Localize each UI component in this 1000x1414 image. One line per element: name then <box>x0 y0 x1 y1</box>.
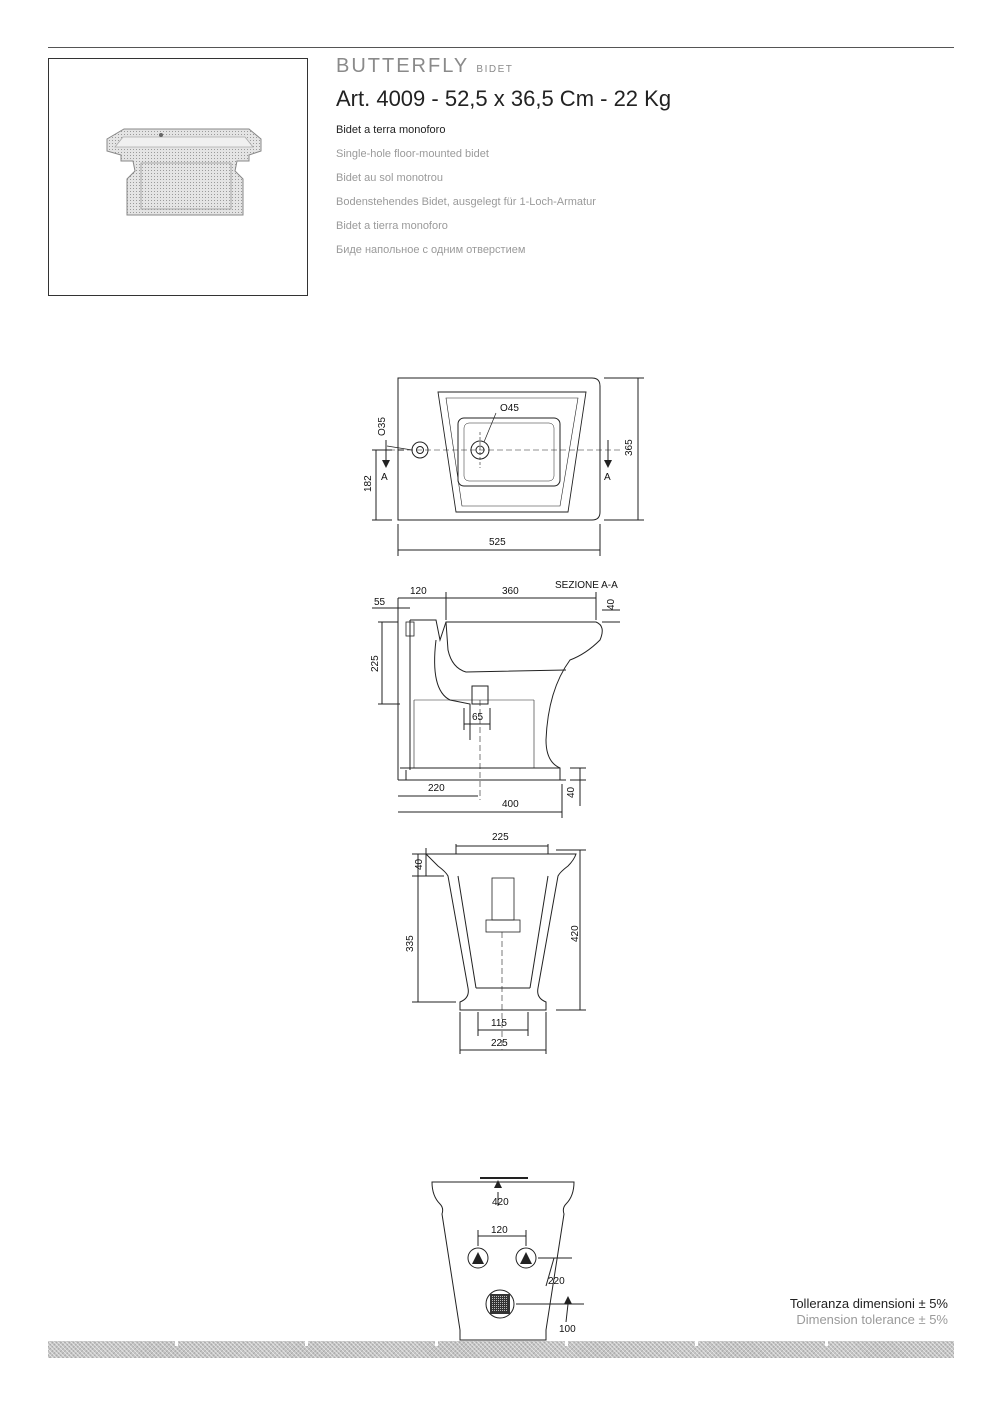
article-line: Art. 4009 - 52,5 x 36,5 Cm - 22 Kg <box>336 86 672 111</box>
label-inlet-height: 220 <box>548 1276 565 1287</box>
label-front-top-width: 225 <box>492 832 509 843</box>
label-outlet-width: 115 <box>491 1018 507 1029</box>
description-russian: Биде напольное с одним отверстием <box>336 244 526 256</box>
label-225-height: 225 <box>370 655 381 672</box>
label-120: 120 <box>410 586 427 597</box>
label-width: 525 <box>489 537 506 548</box>
label-40-top: 40 <box>606 598 617 610</box>
label-section-left: A <box>381 472 388 483</box>
label-400: 400 <box>502 799 519 810</box>
label-40-bottom: 40 <box>566 786 577 798</box>
description-english: Single-hole floor-mounted bidet <box>336 148 489 160</box>
label-inlet-spacing: 120 <box>491 1225 508 1236</box>
band-divider <box>435 1341 438 1346</box>
product-name: BUTTERFLY BIDET <box>336 55 514 77</box>
label-360: 360 <box>502 586 519 597</box>
drain-grid-icon <box>490 1294 510 1314</box>
band-divider <box>825 1341 828 1346</box>
bottom-decorative-band <box>48 1341 954 1358</box>
label-front-body-height: 335 <box>405 935 416 952</box>
label-base-width: 225 <box>491 1038 508 1049</box>
label-install-height: 420 <box>492 1197 509 1208</box>
label-front-total-height: 420 <box>570 925 581 942</box>
band-divider <box>305 1341 308 1346</box>
tolerance-note <box>790 1296 948 1328</box>
description-german: Bodenstehendes Bidet, ausgelegt für 1-Loch-Armatur <box>336 196 596 208</box>
description-spanish: Bidet a tierra monoforo <box>336 220 448 232</box>
tolerance-english: Dimension tolerance ± 5% <box>796 1312 948 1327</box>
description-french: Bidet au sol monotrou <box>336 172 444 184</box>
label-220: 220 <box>428 783 445 794</box>
band-divider <box>175 1341 178 1346</box>
label-half-depth: 182 <box>363 475 374 492</box>
label-section-title: SEZIONE A-A <box>555 580 618 591</box>
label-55: 55 <box>374 597 386 608</box>
label-section-right: A <box>604 472 611 483</box>
label-depth: 365 <box>624 439 635 456</box>
label-drain-diameter: O45 <box>500 403 519 414</box>
label-tap-diameter: O35 <box>377 417 388 436</box>
band-divider <box>565 1341 568 1346</box>
side-section-view <box>372 592 620 818</box>
band-divider <box>695 1341 698 1346</box>
label-front-rim: 40 <box>414 858 425 870</box>
product-type: BIDET <box>476 64 514 75</box>
description-italian: Bidet a terra monoforo <box>336 124 446 136</box>
tolerance-italian: Tolleranza dimensioni ± 5% <box>789 1296 948 1311</box>
label-drain-height: 100 <box>559 1324 576 1335</box>
label-65: 65 <box>472 712 484 723</box>
